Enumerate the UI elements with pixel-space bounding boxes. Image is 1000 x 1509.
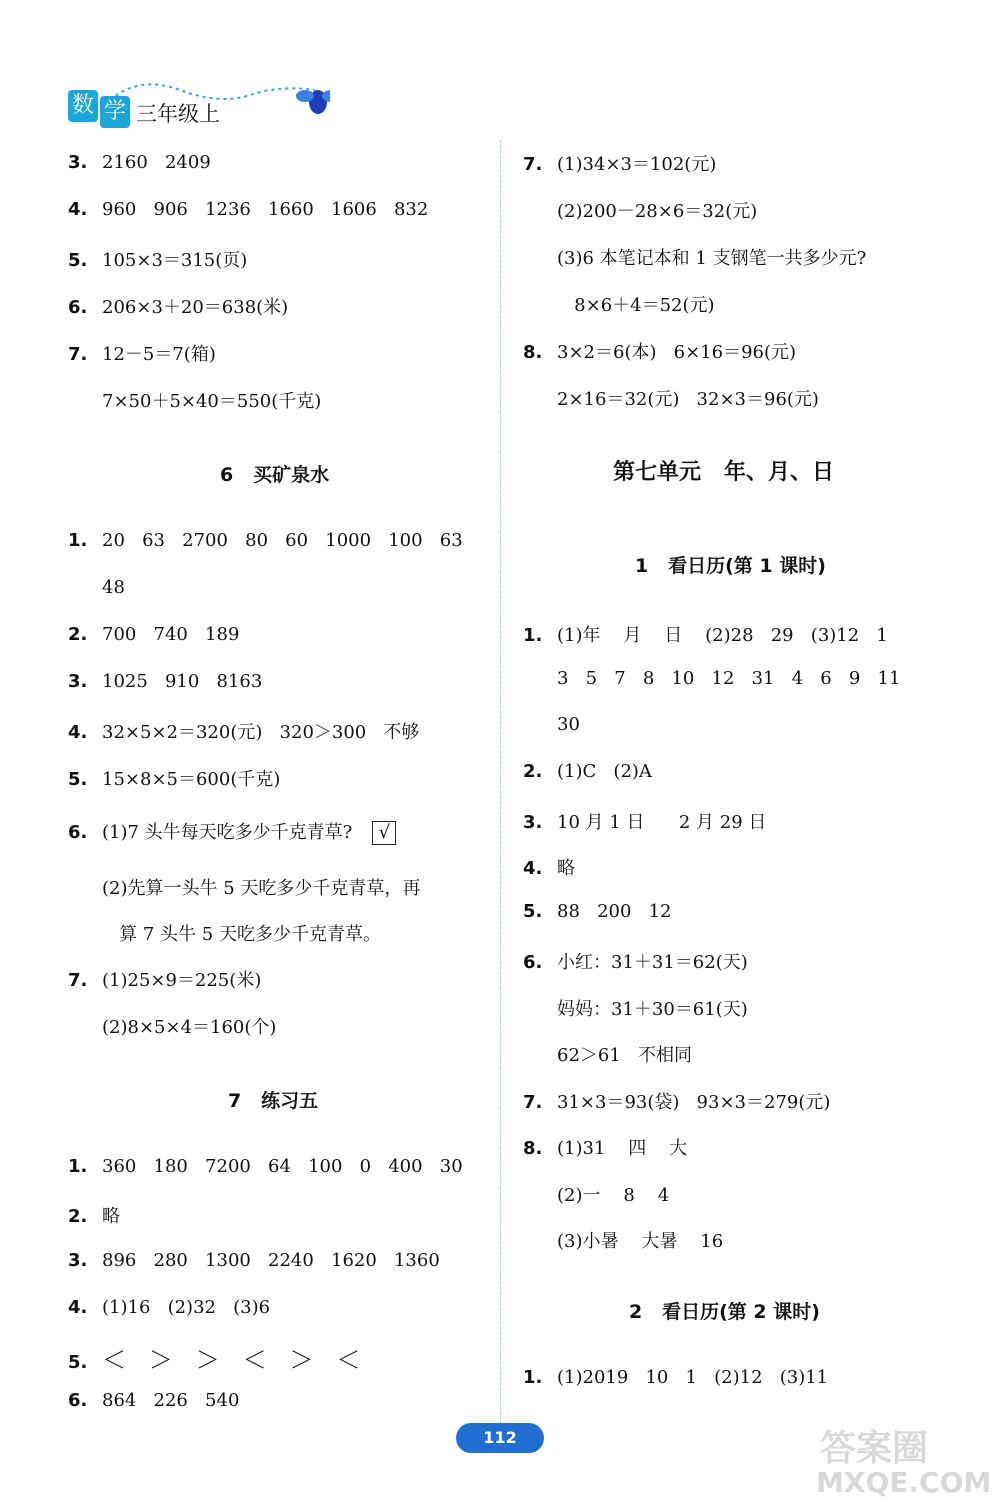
answer-line: 1. 360 180 7200 64 100 0 400 30 [68,1156,463,1177]
page-number: 112 [456,1423,544,1453]
column-divider [500,140,501,1430]
subject-char-2: 学 [100,96,130,128]
answer-line: 2. (1)C (2)A [523,761,652,782]
answer-line: 算 7 头牛 5 天吃多少千克青草。 [102,924,381,945]
answer-line: 5. 105×3＝315(页) [68,250,248,271]
answer-line: 8. (1)31 四 大 [523,1138,688,1159]
watermark-url: MXQE.COM [816,1466,992,1499]
answer-line: 5. 15×8×5＝600(千克) [68,769,281,790]
answer-line: 2×16＝32(元) 32×3＝96(元) [557,389,819,410]
answer-line: 3. 1025 910 8163 [68,671,263,692]
section-title: 7 练习五 [228,1090,319,1112]
answer-line: 7×50＋5×40＝550(千克) [102,391,322,412]
answer-line: 62＞61 不相同 [557,1045,692,1066]
answer-line: 妈妈：31＋30＝61(天) [557,999,748,1020]
answer-line: 7. 12－5＝7(箱) [68,344,216,365]
answer-line: 5. 88 200 12 [523,901,672,922]
answer-line: 8. 3×2＝6(本) 6×16＝96(元) [523,342,797,363]
answer-line: 2. 700 740 189 [68,624,240,645]
answer-line: (3)小暑 大暑 16 [557,1231,724,1252]
answer-line: 3. 896 280 1300 2240 1620 1360 [68,1250,440,1271]
answer-line: 30 [557,714,580,735]
answer-line: (2)先算一头牛 5 天吃多少千克青草，再 [102,878,421,899]
answer-line: (2)8×5×4＝160(个) [102,1017,277,1038]
answer-line: 6. (1)7 头牛每天吃多少千克青草? √ [68,818,396,845]
answer-line: 4. 略 [523,858,575,879]
subject-char-1: 数 [68,90,98,122]
answer-line: 3. 10 月 1 日 2 月 29 日 [523,812,767,833]
answer-line: 48 [102,577,125,598]
answer-line: 4. 960 906 1236 1660 1606 832 [68,199,429,220]
answer-line: 1. 20 63 2700 80 60 1000 100 63 [68,530,463,551]
page-header [60,70,320,140]
grade-label: 三年级上 [136,102,220,126]
answer-line: 3 5 7 8 10 12 31 4 6 9 11 [557,668,901,689]
check-icon: √ [372,821,396,845]
answer-line: (2)一 8 4 [557,1185,670,1206]
answer-line: 4. 32×5×2＝320(元) 320＞300 不够 [68,722,420,743]
answer-line: 7. 31×3＝93(袋) 93×3＝279(元) [523,1092,831,1113]
watermark-logo: 答案圈 [820,1428,929,1469]
answer-line: 3. 2160 2409 [68,152,211,173]
answer-line: 8×6＋4＝52(元) [557,295,715,316]
answer-line: 6. 小红：31＋31＝62(天) [523,952,748,973]
answer-line: 6. 864 226 540 [68,1390,240,1411]
answer-line: 5. ＜ ＞ ＞ ＜ ＞ ＜ [68,1346,361,1374]
answer-line: 6. 206×3＋20＝638(米) [68,297,289,318]
lesson-title: 1 看日历(第 1 课时) [635,555,826,577]
answer-line: 2. 略 [68,1206,120,1227]
answer-line: 1. (1)2019 10 1 (2)12 (3)11 [523,1367,829,1388]
answer-line: (2)200－28×6＝32(元) [557,201,758,222]
answer-line: 1. (1)年 月 日 (2)28 29 (3)12 1 [523,625,888,646]
answer-line: (3)6 本笔记本和 1 支钢笔一共多少元? [557,248,867,269]
unit-title: 第七单元 年、月、日 [613,460,834,485]
answer-line: 4. (1)16 (2)32 (3)6 [68,1297,271,1318]
answer-line: 7. (1)34×3＝102(元) [523,154,717,175]
section-title: 6 买矿泉水 [220,464,330,486]
answer-line: 7. (1)25×9＝225(米) [68,970,262,991]
lesson-title: 2 看日历(第 2 课时) [629,1301,820,1323]
